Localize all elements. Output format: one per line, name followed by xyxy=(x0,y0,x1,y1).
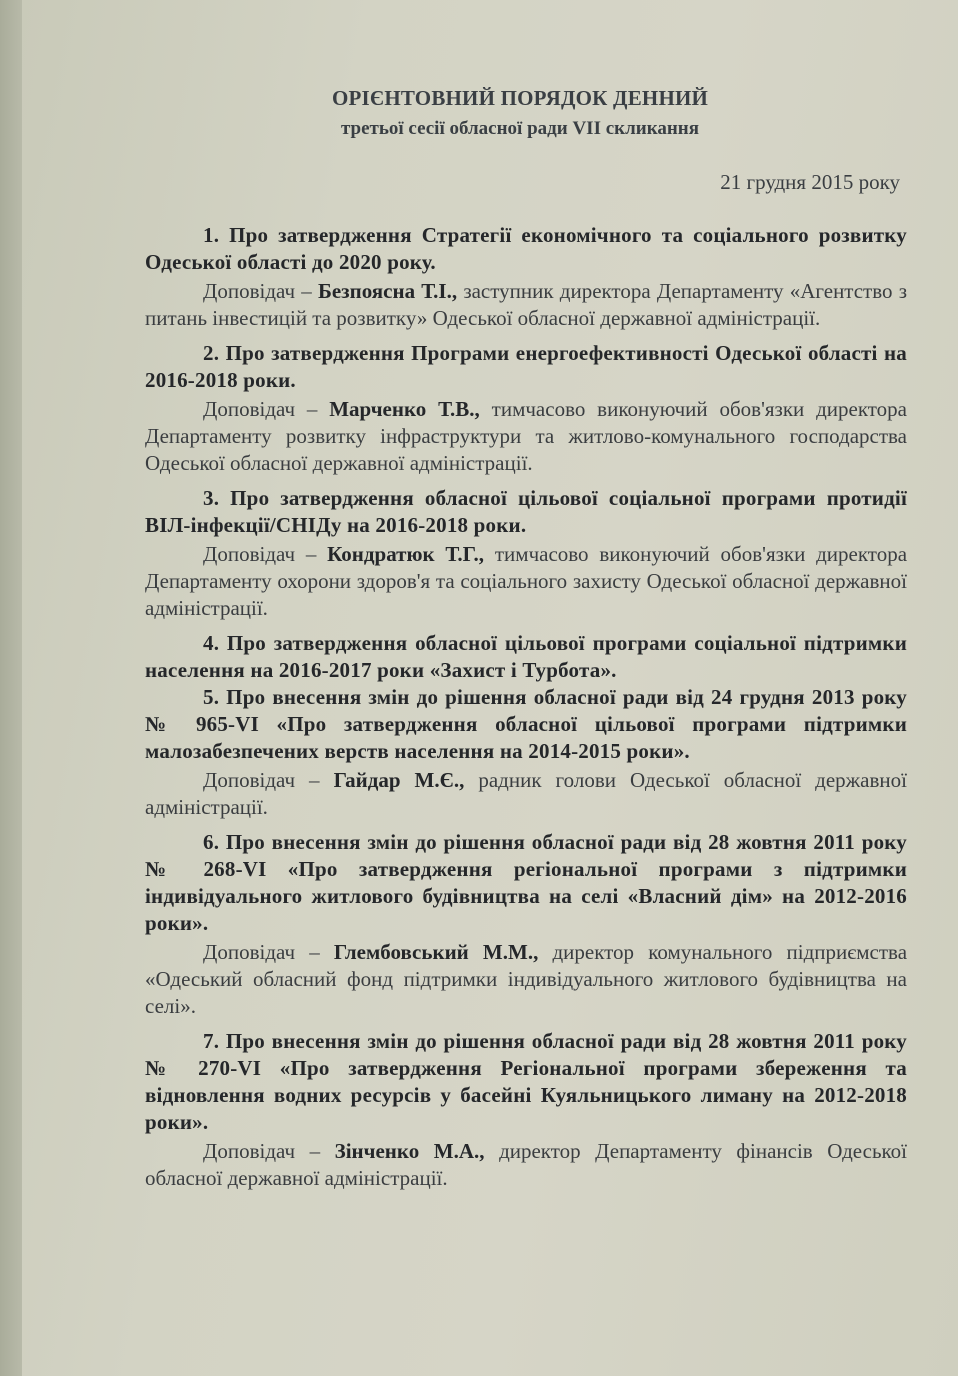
speaker-name: Глембовський М.М., xyxy=(333,940,539,964)
speaker-role: директор Департаменту фінансів Одеської обласної державної адміністрації. xyxy=(145,1139,908,1190)
agenda-list xyxy=(145,222,907,1200)
speaker-name: Гайдар М.Є., xyxy=(333,768,465,792)
agenda-item-5: 5. Про внесення змін до рішення обласної ради від 24 грудня 2013 року № 965-VI «Про затвердження обласної цільової програми підтримки малозабезпечених верств населення на 2014-2015 роки». xyxy=(145,685,907,763)
document-title: ОРІЄНТОВНИЙ ПОРЯДОК ДЕННИЙ xyxy=(331,86,709,110)
speaker-1 xyxy=(145,278,907,332)
speaker-name: Зінченко М.А., xyxy=(334,1139,485,1163)
speaker-2 xyxy=(145,396,907,477)
speaker-name: Безпоясна Т.І., xyxy=(317,279,458,303)
speaker-3 xyxy=(145,541,907,622)
agenda-item-4: 4. Про затвердження обласної цільової програми соціальної підтримки населення на 2016-2017 роки «Захист і Турбота». xyxy=(145,631,907,682)
speaker-name: Кондратюк Т.Г., xyxy=(327,542,485,566)
agenda-item-2: 2. Про затвердження Програми енергоефективності Одеської області на 2016-2018 роки. xyxy=(145,341,907,392)
speaker-label: Доповідач – xyxy=(203,1139,321,1163)
paper-left-edge xyxy=(0,0,22,1376)
speaker-role: заступник директора Департаменту «Агентство з питань інвестицій та розвитку» Одеської обласної державної адміністрації. xyxy=(145,279,908,330)
agenda-item-7: 7. Про внесення змін до рішення обласної ради від 28 жовтня 2011 року № 270-VI «Про затвердження Регіональної програми збереження та відновлення водних ресурсів у басейні Куяльницького лиману на 2012-2018 роки». xyxy=(145,1029,907,1134)
agenda-item-6: 6. Про внесення змін до рішення обласної ради від 28 жовтня 2011 року № 268-VI «Про затвердження регіональної програми з підтримки індивідуального житлового будівництва на селі «Власний дім» на 2012-2016 роки». xyxy=(145,830,907,935)
speaker-role: радник голови Одеської обласної державної адміністрації. xyxy=(145,768,907,819)
document-date: 21 грудня 2015 року xyxy=(720,170,900,194)
speaker-role: тимчасово виконуючий обов'язки директора Департаменту розвитку інфраструктури та житлово-комунального господарства Одеської обласної державної адміністрації. xyxy=(145,397,907,475)
speaker-label: Доповідач – xyxy=(203,940,320,964)
speaker-label: Доповідач – xyxy=(203,397,318,421)
speaker-label: Доповідач – xyxy=(203,542,317,566)
agenda-item-3: 3. Про затвердження обласної цільової соціальної програми протидії ВІЛ-інфекції/СНІДу на 2016-2018 роки. xyxy=(145,486,907,537)
document-subtitle: третьої сесії обласної ради VII скликання xyxy=(340,118,700,139)
speaker-6 xyxy=(145,939,907,1020)
speaker-role: тимчасово виконуючий обов'язки директора Департаменту охорони здоров'я та соціального захисту Одеської обласної державної адміністрації. xyxy=(145,542,908,620)
agenda-item-1: 1. Про затвердження Стратегії економічного та соціального розвитку Одеської області до 2020 року. xyxy=(145,223,907,274)
speaker-label: Доповідач – xyxy=(203,768,320,792)
speaker-role: директор комунального підприємства «Одеський обласний фонд підтримки індивідуального житлового будівництва на селі». xyxy=(145,940,908,1018)
speaker-5 xyxy=(145,767,907,821)
speaker-name: Марченко Т.В., xyxy=(329,397,480,421)
speaker-label: Доповідач – xyxy=(203,279,312,303)
speaker-7 xyxy=(145,1138,907,1192)
